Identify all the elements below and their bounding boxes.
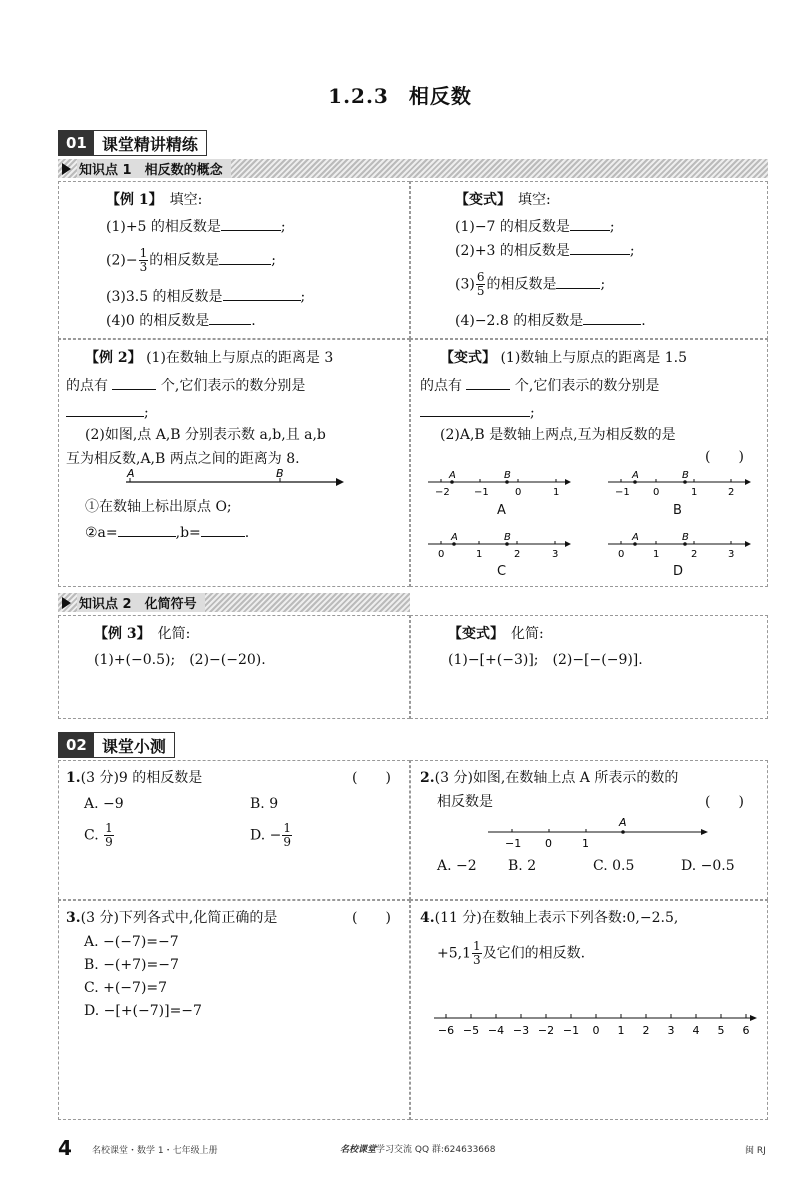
example-2-text: 个,它们表示的数分别是 [160,378,306,394]
footer-center [340,1142,495,1155]
arrow-icon [701,829,708,835]
example-2-text: 的点有 [66,378,108,394]
triangle-icon [62,597,71,609]
example-1-prompt: 填空: [169,192,203,208]
fraction [282,822,292,849]
question-4-text: (11 分)在数轴上表示下列各数:0,−2.5, [434,910,679,926]
variant-1-prompt: 填空: [518,192,551,208]
option-a-number-line [425,468,575,500]
point-label-b: B [682,470,689,481]
q1-option-c[interactable] [84,822,115,849]
variant-1-line-1-text: (1)−7 的相反数是 [455,219,570,235]
example-2-step-1: ①在数轴上标出原点 O; [85,499,232,515]
answer-paren[interactable]: ( ) [705,794,744,810]
tick-label: 0 [592,1024,600,1037]
example-1-line-4-text: (4)0 的相反数是 [106,313,210,329]
brand-logo: 名校课堂 [340,1145,377,1155]
option-d-label[interactable]: D [673,564,684,579]
knowledge-point-1-banner [58,159,768,178]
section-header-title: 课堂精讲精练 [94,131,206,155]
tick-label: 3 [552,549,559,560]
variant-1-tag: 【变式】 [455,192,504,208]
answer-paren[interactable]: ( ) [352,770,391,786]
q2-option-b[interactable]: B. 2 [508,858,537,874]
answer-blank[interactable] [219,250,271,265]
question-number: 4. [420,910,435,926]
option-prefix: D. − [250,827,282,844]
fraction-denominator: 5 [476,284,485,298]
q3-option-b[interactable]: B. −(+7)=−7 [84,957,179,973]
variant-1-line-3-text: 的相反数是 [486,276,557,293]
knowledge-point-2-banner [58,593,410,612]
answer-blank[interactable] [570,240,630,255]
fraction-numerator: 1 [283,821,291,835]
variant-3-prompt: 化简: [511,626,544,642]
example-1-line-2: (2)− $\frac{1}{3}$ 的相反数是 ; [106,246,276,274]
tick-label: 4 [692,1024,700,1037]
answer-blank[interactable] [118,522,176,537]
tick-label: 2 [514,549,521,560]
example-2-part-1-text: (1)在数轴上与原点的距离是 3 [146,350,334,366]
variant-1-line-3: (3) $\frac{6}{5}$ 的相反数是 ; [455,270,606,298]
answer-blank[interactable] [223,286,301,301]
section-header-number: 02 [59,733,94,757]
arrow-icon [745,479,751,485]
q3-option-a[interactable]: A. −(−7)=−7 [84,934,179,950]
footer-book-title: 名校课堂・数学 1・七年级上册 [92,1146,218,1156]
question-1-stem [66,768,202,788]
variant-2-part-1-text: (1)数轴上与原点的距离是 1.5 [500,350,687,366]
footer-qq-group: 学习交流 QQ 群:624633668 [376,1145,496,1155]
answer-blank[interactable] [570,216,610,231]
variant-2-tag: 【变式】 [440,350,496,366]
example-1-line-2-prefix: (2)− [106,252,138,269]
tick-label: 0 [618,549,625,560]
fraction-denominator: 3 [473,953,481,967]
tick-label: −1 [505,837,522,850]
section-title: 相反数 [408,84,472,108]
example-3-tag: 【例 3】 [94,626,144,642]
knowledge-point-label: 知识点 2 化简符号 [77,593,205,612]
fraction-numerator: 1 [105,821,113,835]
tick-label: 3 [667,1024,675,1037]
section-header-01 [58,130,207,156]
question-2-stem-2: 相反数是 [437,794,493,810]
arrow-icon [336,478,344,486]
question-4-text: 及它们的相反数. [482,945,586,962]
knowledge-point-label: 知识点 1 相反数的概念 [77,159,231,178]
tick-label: −5 [462,1024,480,1037]
tick-label: 2 [728,487,735,498]
page-number: 4 [58,1136,72,1160]
answer-blank[interactable] [583,310,641,325]
variant-1-line-4-text: (4)−2.8 的相反数是 [455,313,584,329]
section-header-number: 01 [59,131,94,155]
arrow-icon [750,1015,757,1021]
variant-1-line-4: (4)−2.8 的相反数是 . [455,310,646,331]
example-2-tag: 【例 2】 [85,350,142,366]
variant-1-line-2: (2)+3 的相反数是 ; [455,240,635,261]
arrow-icon [565,479,571,485]
example-1-heading [106,190,202,210]
point-label-b: B [504,532,511,543]
q1-option-d[interactable] [250,822,293,849]
answer-blank[interactable] [466,375,510,390]
example-2-line-5 [66,449,300,469]
variant-2-line-4: (2)A,B 是数轴上两点,互为相反数的是 [440,427,676,443]
option-prefix: C. [84,827,99,844]
point-a [621,830,625,834]
tick-label: 5 [717,1024,725,1037]
tick-label: −1 [474,487,489,498]
arrow-icon [745,541,751,547]
option-c-label[interactable]: C [497,564,507,579]
question-2-text: (3 分)如图,在数轴上点 A 所表示的数的 [434,770,679,786]
question-number: 1. [66,770,81,786]
tick-label: −4 [487,1024,505,1037]
tick-label: 0 [653,487,660,498]
point-label-a: A [451,532,458,543]
tick-label: 3 [728,549,735,560]
fraction [472,940,482,967]
answer-blank[interactable] [556,274,600,289]
point-label-b: B [682,532,689,543]
variant-2-text: 个,它们表示的数分别是 [514,378,660,394]
variant-2-line-2 [420,375,659,396]
example-2-line-1 [85,348,333,368]
example-2-line-4 [85,425,326,445]
point-label-a: A [632,470,639,481]
tick-label: 1 [553,487,560,498]
tick-label: −1 [615,487,630,498]
triangle-icon [62,163,71,175]
answer-paren[interactable]: ( ) [705,449,744,465]
fraction-numerator: 6 [476,270,485,284]
question-2-number-line [485,812,715,852]
option-b-number-line [605,468,755,500]
question-4-stem-1 [420,908,678,928]
point-label-a: A [449,470,456,481]
fraction-denominator: 3 [139,260,148,274]
answer-blank[interactable] [209,310,251,325]
question-number: 2. [420,770,435,786]
question-3-text: (3 分)下列各式中,化简正确的是 [80,910,278,926]
footer-edition: 闽 RJ [745,1146,766,1156]
tick-label: −1 [562,1024,580,1037]
example-1-line-1: (1)+5 的相反数是 ; [106,216,286,237]
q3-option-d[interactable]: D. −[+(−7)]=−7 [84,1003,202,1019]
variant-3-line-1: (1)−[+(−3)]; (2)−[−(−9)]. [448,652,643,668]
fraction [476,271,486,298]
arrow-icon [565,541,571,547]
q3-option-c[interactable]: C. +(−7)=7 [84,980,168,996]
option-b-label[interactable]: B [673,503,682,518]
section-header-02 [58,732,175,758]
tick-label: 1 [582,837,589,850]
tick-label: 0 [545,837,552,850]
answer-blank[interactable] [420,402,530,417]
example-2-step-2: ②a= ,b= . [85,522,249,543]
page-title [0,80,800,109]
fraction-denominator: 9 [105,835,113,849]
question-4-stem-2 [437,940,585,967]
answer-paren[interactable]: ( ) [352,910,391,926]
tick-label: 1 [617,1024,625,1037]
q1-option-b[interactable]: B. 9 [250,796,279,812]
tick-label: 0 [515,487,522,498]
example-2-part-2-text: 互为相反数,A,B 两点之间的距离为 8. [66,451,300,467]
point-label-a: A [619,816,627,829]
q2-option-d[interactable]: D. −0.5 [681,858,735,874]
example-1-line-1-text: (1)+5 的相反数是 [106,219,221,235]
point-label-b: B [504,470,511,481]
tick-label: 2 [642,1024,650,1037]
tick-label: 1 [653,549,660,560]
variant-2-line-3: ; [420,402,535,423]
example-1-line-3: (3)3.5 的相反数是 ; [106,286,305,307]
answer-blank[interactable] [112,375,156,390]
q2-option-a[interactable]: A. −2 [437,858,477,874]
example-3-heading [94,624,190,644]
example-2-line-2 [66,375,305,396]
variant-3-heading [448,624,544,644]
tick-label: 1 [476,549,483,560]
tick-label: 6 [742,1024,750,1037]
fraction-denominator: 9 [283,835,291,849]
tick-label: −2 [537,1024,555,1037]
example-3-prompt: 化简: [157,626,191,642]
q1-option-a[interactable]: A. −9 [84,796,124,812]
point-label-a: A [632,532,639,543]
option-c-number-line [425,530,575,562]
question-1-text: (3 分)9 的相反数是 [80,770,203,786]
tick-label: −6 [437,1024,455,1037]
question-3-stem [66,908,277,928]
example-1-line-4: (4)0 的相反数是 . [106,310,256,331]
fraction [104,822,114,849]
variant-1-line-2-text: (2)+3 的相反数是 [455,243,570,259]
variant-1-heading [455,190,551,210]
point-label-a: A [127,468,135,480]
answer-blank[interactable] [221,216,281,231]
question-2-stem-1 [420,768,678,788]
variant-2-line-1 [440,348,687,368]
fraction [139,247,149,274]
option-a-label[interactable]: A [497,503,506,518]
variant-1-line-3-prefix: (3) [455,276,475,293]
question-4-number-line [432,1008,762,1038]
answer-blank[interactable] [201,522,245,537]
variant-3-tag: 【变式】 [448,626,497,642]
fraction-numerator: 1 [473,939,481,953]
example-1-tag: 【例 1】 [106,192,156,208]
example-2-step-2-mid: ,b= [175,525,201,541]
fraction-numerator: 1 [139,246,148,260]
example-2-line-3: ; [66,402,149,423]
example-2-step-2-prefix: ②a= [85,525,118,541]
example-2-part-2-text: (2)如图,点 A,B 分别表示数 a,b,且 a,b [85,427,326,443]
example-3-line-1: (1)+(−0.5); (2)−(−20). [94,652,266,668]
tick-label: 1 [691,487,698,498]
option-d-number-line [605,530,755,562]
point-label-b: B [276,468,284,480]
section-header-title: 课堂小测 [94,733,174,757]
tick-label: −2 [435,487,450,498]
example-1-line-3-text: (3)3.5 的相反数是 [106,289,223,305]
variant-2-text: 的点有 [420,378,462,394]
section-number: 1.2.3 [328,84,389,108]
question-number: 3. [66,910,81,926]
tick-label: 2 [691,549,698,560]
question-4-text: +5,1 [437,945,471,962]
tick-label: 0 [438,549,445,560]
tick-label: −3 [512,1024,530,1037]
variant-1-line-1: (1)−7 的相反数是 ; [455,216,615,237]
q2-option-c[interactable]: C. 0.5 [593,858,635,874]
example-2-number-line [118,468,348,492]
answer-blank[interactable] [66,402,144,417]
example-1-line-2-text: 的相反数是 [149,252,220,269]
